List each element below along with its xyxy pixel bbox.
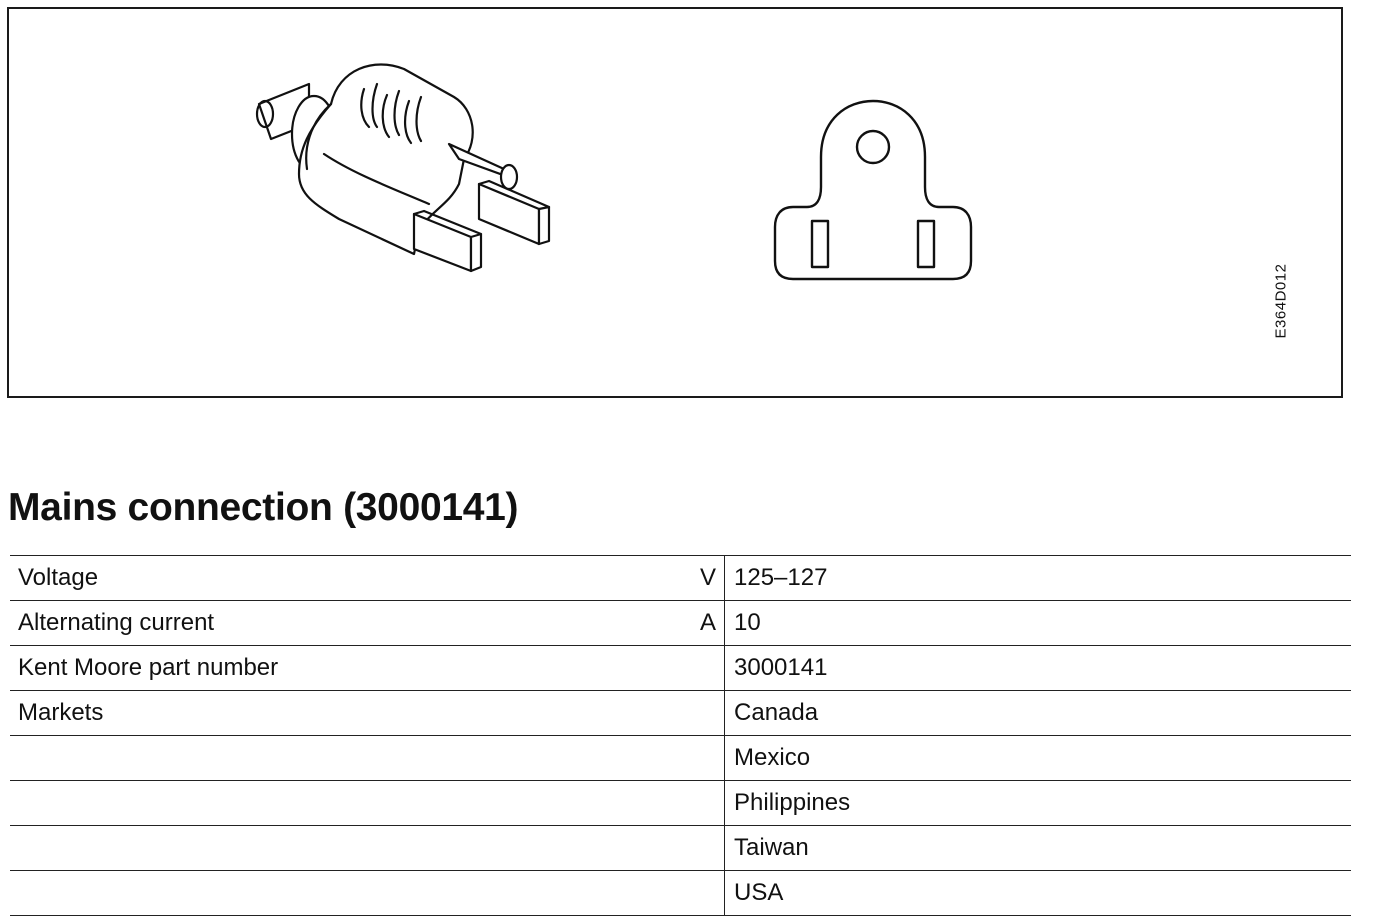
row-value: Taiwan [725,826,1351,871]
row-value: 125–127 [725,556,1351,601]
row-value: Mexico [725,736,1351,781]
table-row [10,646,1351,691]
row-unit: A [700,601,725,646]
row-label [10,871,700,916]
figure-code: E364D012 [1272,263,1290,339]
row-label [10,826,700,871]
table-row [10,691,1351,736]
us-plug-icon [257,64,549,271]
row-unit [700,781,725,826]
page-title: Mains connection (3000141) [8,486,519,529]
row-label [10,781,700,826]
row-label: Voltage [10,556,700,601]
row-unit [700,736,725,781]
row-label: Kent Moore part number [10,646,700,691]
row-label [10,736,700,781]
spec-table [10,555,1351,916]
row-unit [700,646,725,691]
row-label: Markets [10,691,700,736]
row-value: Canada [725,691,1351,736]
figure-frame [7,7,1343,398]
us-socket-icon [775,101,971,279]
table-row [10,781,1351,826]
row-unit [700,691,725,736]
table-row [10,871,1351,916]
row-unit [700,826,725,871]
row-unit: V [700,556,725,601]
table-row [10,601,1351,646]
table-row [10,736,1351,781]
row-value: Philippines [725,781,1351,826]
table-row [10,556,1351,601]
figure-drawing [9,9,1345,400]
row-unit [700,871,725,916]
table-row [10,826,1351,871]
row-value: 10 [725,601,1351,646]
row-value: USA [725,871,1351,916]
row-label: Alternating current [10,601,700,646]
row-value: 3000141 [725,646,1351,691]
